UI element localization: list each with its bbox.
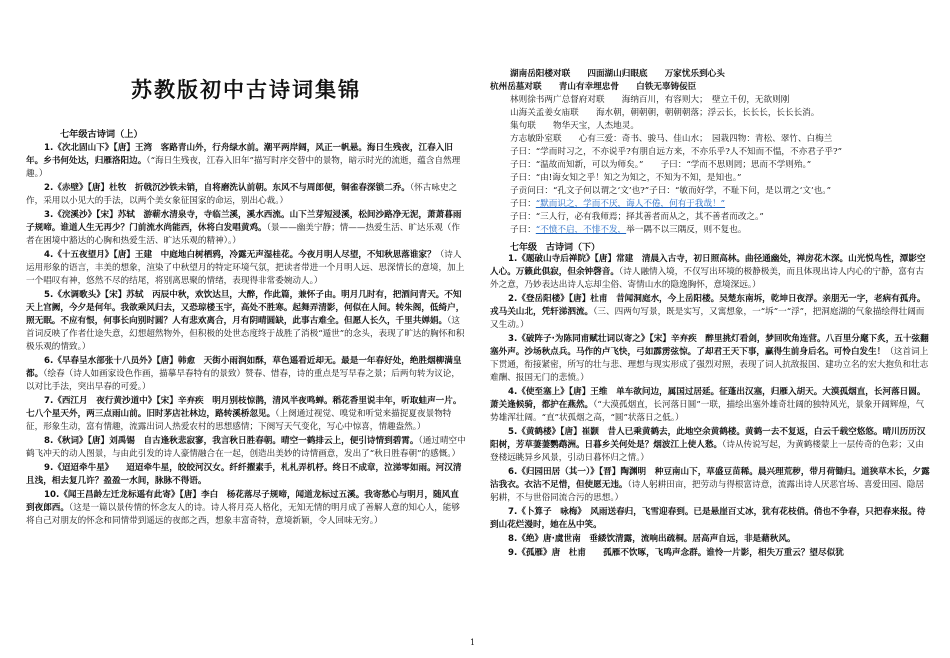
poem-note: （这首词反映了作者仕途失意，幻想超然物外，但积极的处世态度终于战胜了消极“遁世”的念头，表现了旷达的胸怀和积极乐观的情致。） — [26, 316, 465, 352]
poem-note: （怀古咏史之作，采用以小见大的手法，以两个美女象征国家的命运，别出心裁。） — [26, 183, 458, 206]
poem-note: （诗人运用形象的语言，丰美的想象，渲染了中秋望月的特定环境气氛，把读者带进一个月明人远、思深情长的意境，加上一个唱叹有神，悠然不尽的结尾，将别离思聚的情绪，表现得非常委婉动人。） — [26, 250, 465, 286]
poem-entry — [490, 426, 930, 465]
poem-note: （“大漠孤烟直，长河落日圆”一联，描绘出塞外雄奇壮阔的独特风光，景象开阔辉煌，气势雄浑壮阔。“直”状孤烟之高，“圆”状落日之低。） — [490, 400, 925, 423]
poem-entry — [26, 142, 466, 181]
document-title: 苏教版初中古诗词集锦 — [131, 78, 361, 102]
poem-note: （通过晴空中鹤飞冲天的动人图景，与由此引发的诗人豪情融合在一起，创造出美妙的诗情画意，发出了“秋日胜春朝”的感慨。） — [26, 436, 466, 459]
poem-entry — [26, 249, 466, 288]
left-column — [26, 0, 466, 658]
poem-entry — [490, 466, 930, 505]
right-column — [490, 0, 930, 658]
couplet-line: 杭州岳墓对联 青山有幸埋忠骨 白铁无辜铸佞臣 — [490, 82, 697, 92]
poem-text: 2.《登岳阳楼》【唐】杜甫 昔闻洞庭水，今上岳阳楼。吴楚东南坼，乾坤日夜浮。亲朋无一字，老病有孤舟。戎马关山北，凭轩涕泗流。 — [490, 294, 926, 317]
couplet-line: 子贡问曰：“孔文子何以谓之‘文’也?”子曰：“敏而好学，不耻下问，是以谓之‘文’也。” — [510, 186, 831, 196]
analects-three-people: 子曰：“三人行，必有我师焉；择其善者而从之，其不善者而改之。” — [510, 212, 764, 222]
poem-text: 4.《使至塞上》【唐】王维 单车欲问边，属国过居延。征蓬出汉塞，归雁入胡天。大漠孤烟直，长河落日圆。萧关逢候骑，都护在燕然。 — [490, 387, 926, 410]
poem-entry — [490, 293, 930, 332]
couplet-line: 林则徐书两广总督府对联 海纳百川，有容则大； 壁立千仞，无欲则刚 — [510, 95, 790, 105]
poem-entry — [490, 253, 930, 292]
analects-teaching-line: 子曰：“不愤不启，不悱不发，举一隅不以三隅反，则不复也。 — [510, 225, 747, 235]
poem-entry — [26, 289, 466, 354]
couplet-line: 子曰：“由!诲女知之乎！知之为知之，不知为不知，是知也。” — [510, 173, 742, 183]
poem-note: （这首词上下贯通，衔接紧密，所写的壮与悲、理想与现实形成了强烈对照，表现了词人抗敌报国、建功立名的宏大抱负和壮志难酬、报国无门的悲愤。） — [490, 347, 929, 383]
highlighted-quote: “默而识之，学而不厌，诲人不倦，何有于我哉！” — [535, 199, 726, 209]
poem-text: 1.《题破山寺后禅院》【唐】常建 清晨入古寺，初日照高林。曲径通幽处，禅房花木深。山光悦鸟性，潭影空人心。万籁此俱寂，但余钟磬音。 — [490, 254, 926, 277]
poem-text: 7.《卜算子 咏梅》 风雨送春归，飞雪迎春到。已是悬崖百丈冰，犹有花枝俏。俏也不争春，只把春来报。待到山花烂漫时，她在丛中笑。 — [490, 507, 926, 530]
poem-note: （诗人躬耕田亩，把劳动与得根富诗意，流露出诗人厌恶官场、喜爱田园、隐居躬耕，不与世俗同流合污的思想。） — [490, 480, 924, 503]
poem-entry — [490, 386, 930, 425]
section-heading-grade7-lower: 七年级 古诗词（下） — [510, 243, 601, 253]
couplet-line: 山海关孟姜女庙联 海水朝，朝朝朝，朝朝朝落；浮云长，长长长，长长长消。 — [510, 108, 820, 118]
poem-text: 3.《破阵子·为陈同甫赋壮词以寄之》【宋】辛弃疾 醉里挑灯看剑，梦回吹角连营。八百里分麾下炙，五十弦翻塞外声。沙场秋点兵。马作的卢飞快，弓如霹雳弦惊。了却君王天下事，赢得生前身后名。可怜白发生！ — [490, 334, 929, 357]
poem-text: 4.《十五夜望月》【唐】王建 中庭地白树栖鸦，冷露无声湿桂花。今夜月明人尽望，不知秋思落谁家？ — [44, 250, 436, 260]
couplet-line: 集句联 物华天宝，人杰地灵。 — [510, 121, 639, 131]
poem-entry — [490, 533, 930, 546]
poem-note: （上阕通过视觉、嗅觉和听觉来描捉夏夜景物特征，形象生动，富有情趣，流露出词人热爱农村的思想感情；下阕写天气变化，写心中惊喜，情趣盎然。） — [26, 409, 452, 432]
poem-note: （三、四两句写景，既是实写，又寓想象，一“坼”一“浮”，把洞庭湖的气象描绘得壮阔而又生动。） — [490, 307, 925, 330]
poem-text: 9.《迢迢牵牛星》 迢迢牵牛星，皎皎河汉女。纤纤擢素手，札札弄机杼。终日不成章，泣涕零如雨。河汉清且浅，相去复几许？盈盈一水间，脉脉不得语。 — [26, 463, 462, 486]
poem-entry — [26, 395, 466, 434]
section-heading-grade7-upper: 七年级古诗词（上） — [60, 129, 143, 140]
poem-text: 6.《早春呈水部张十八员外》【唐】韩愈 天街小雨润如酥，草色遥看近却无。最是一年春好处，绝胜烟柳满皇都。 — [26, 356, 462, 379]
couplet-line: 湖南岳阳楼对联 四面湖山归眼底 万家忧乐到心头 — [510, 69, 725, 79]
poem-note: （景——幽美宁静；情——热爱生活、旷达乐观（作者在困境中豁达的心胸和热爱生活、旷达乐观的精神）。） — [26, 223, 460, 246]
poem-entry — [490, 333, 930, 385]
poem-entry — [26, 435, 466, 461]
poem-entry — [26, 182, 466, 208]
poem-text: 5.《水调歌头》【宋】苏轼 丙辰中秋，欢饮达旦，大醉，作此篇，兼怀子由。明月几时有，把酒问青天。不知天上宫阙，今夕是何年。我欲乘风归去，又恐琼楼玉宇，高处不胜寒。起舞弄清影，何似在人间。转朱阁，低绮户，照无眠。不应有恨，何事长向别时圆？人有悲欢离合，月有阴晴圆缺，此事古难全。但愿人长久，千里共婵娟。 — [26, 290, 465, 326]
poem-entry — [26, 489, 466, 528]
poem-entry — [26, 355, 466, 394]
couplet-line: 子曰：“温故而知新，可以为师矣。” 子曰：“学而不思则罔；思而不学则殆。” — [510, 160, 812, 170]
right-entry-list — [490, 253, 930, 560]
poem-text: 8.《绝》唐·虞世南 垂緌饮清露，流响出疏桐。居高声自远，非是藉秋风。 — [508, 534, 796, 544]
poem-note: （诗从传说写起，为黄鹤楼蒙上一层传奇的色彩；又由登楼远眺异乡风景，引动日暮怀归之情。） — [490, 440, 924, 463]
left-entry-list — [26, 142, 466, 528]
analects-quote-line: 子曰：“默而识之，学而不厌，诲人不倦，何有于我哉！” — [510, 199, 726, 209]
poem-note: （“海日生残夜，江春入旧年”描写时序交替中的景物，暗示时光的流逝，蕴含自然理趣。） — [26, 156, 461, 179]
couplet-line: 方志敏卧室联 心有三爱：奇书、骏马、佳山水； 园栽四物：青松、翠竹、白梅兰 — [510, 134, 833, 144]
page-number: 1 — [470, 638, 476, 647]
poem-note: （诗人融情入境，不仅写出环境的极静极美，而且体现出诗人内心的宁静，富有古外之意，乃妙表达出诗人忘却尘俗、寄情山水的隐逸胸怀，意境深远。） — [490, 267, 924, 290]
poem-text: 6.《归园田居（其一）》【晋】陶渊明 种豆南山下，草盛豆苗稀。晨兴理荒秽，带月荷锄归。道狭草木长，夕露沾我衣。衣沾不足惜，但使愿无违。 — [490, 467, 930, 490]
poem-entry — [26, 462, 466, 488]
couplet-line: 子曰：“学而时习之，不亦说乎?有朋自远方来，不亦乐乎?人不知而不愠，不亦君子乎?” — [510, 147, 842, 157]
poem-text: 10.《闻王昌龄左迁龙标遥有此寄》【唐】李白 杨花落尽子规啼，闻道龙标过五溪。我寄愁心与明月，随风直到夜郎西。 — [26, 490, 459, 513]
poem-note: （绘春（诗人如画家设色作画，描摹早春特有的景致）赞春、惜春，诗的重点是写早春之景；后两句转为议论，以对比手法，突出早春的可爱。） — [26, 369, 460, 392]
poem-text: 3.《浣溪沙》【宋】苏轼 游蕲水清泉寺，寺临兰溪，溪水西流。山下兰芽短浸溪，松间沙路净无泥，萧萧暮雨子规啼。谁道人生无再少？门前流水尚能西，休将白发唱黄鸡。 — [26, 210, 462, 233]
poem-text: 1.《次北固山下》【唐】王湾 客路青山外，行舟绿水前。潮平两岸阔，风正一帆悬。海日生残夜，江春入旧年。乡书何处达，归雁洛阳边。 — [26, 143, 453, 166]
highlighted-quote-2: “不愤不启，不悱不发， — [535, 225, 627, 235]
poem-text: 8.《秋词》【唐】刘禹锡 自古逢秋悲寂寥，我言秋日胜春朝。晴空一鹤排云上，便引诗情到碧霄。 — [44, 436, 419, 446]
poem-note: （这是一篇以景传情的怀念友人的诗。诗人将月亮人格化，无知无情的明月成了善解人意的知心人，能够将自己对朋友的怀念和同情带到遥远的夜郎之西，想象丰富奇特，意境新颖，令人回味无穷。） — [26, 503, 460, 526]
poem-entry — [490, 506, 930, 532]
poem-text: 9.《孤雁》唐 杜甫 孤雁不饮啄，飞鸣声念群。谁怜一片影，相失万重云？望尽似犹 — [508, 548, 844, 558]
poem-text: 5.《黄鹤楼》【唐】崔颢 昔人已乘黄鹤去，此地空余黄鹤楼。黄鹤一去不复返，白云千载空悠悠。晴川历历汉阳树，芳草萋萋鹦鹉洲。日暮乡关何处是？烟波江上使人愁。 — [490, 427, 926, 450]
poem-text: 2.《赤壁》【唐】杜牧 折戟沉沙铁未销，自将磨洗认前朝。东风不与周郎便，铜雀春深锁二乔。 — [44, 183, 410, 193]
poem-entry — [490, 547, 930, 560]
poem-entry — [26, 209, 466, 248]
poem-text: 7.《西江月 夜行黄沙道中》【宋】辛弃疾 明月别枝惊鹊，清风半夜鸣蝉。稻花香里说丰年，听取蛙声一片。七八个星天外，两三点雨山前。旧时茅店社林边，路转溪桥忽见。 — [26, 396, 462, 419]
couplets-and-analects — [490, 68, 930, 198]
